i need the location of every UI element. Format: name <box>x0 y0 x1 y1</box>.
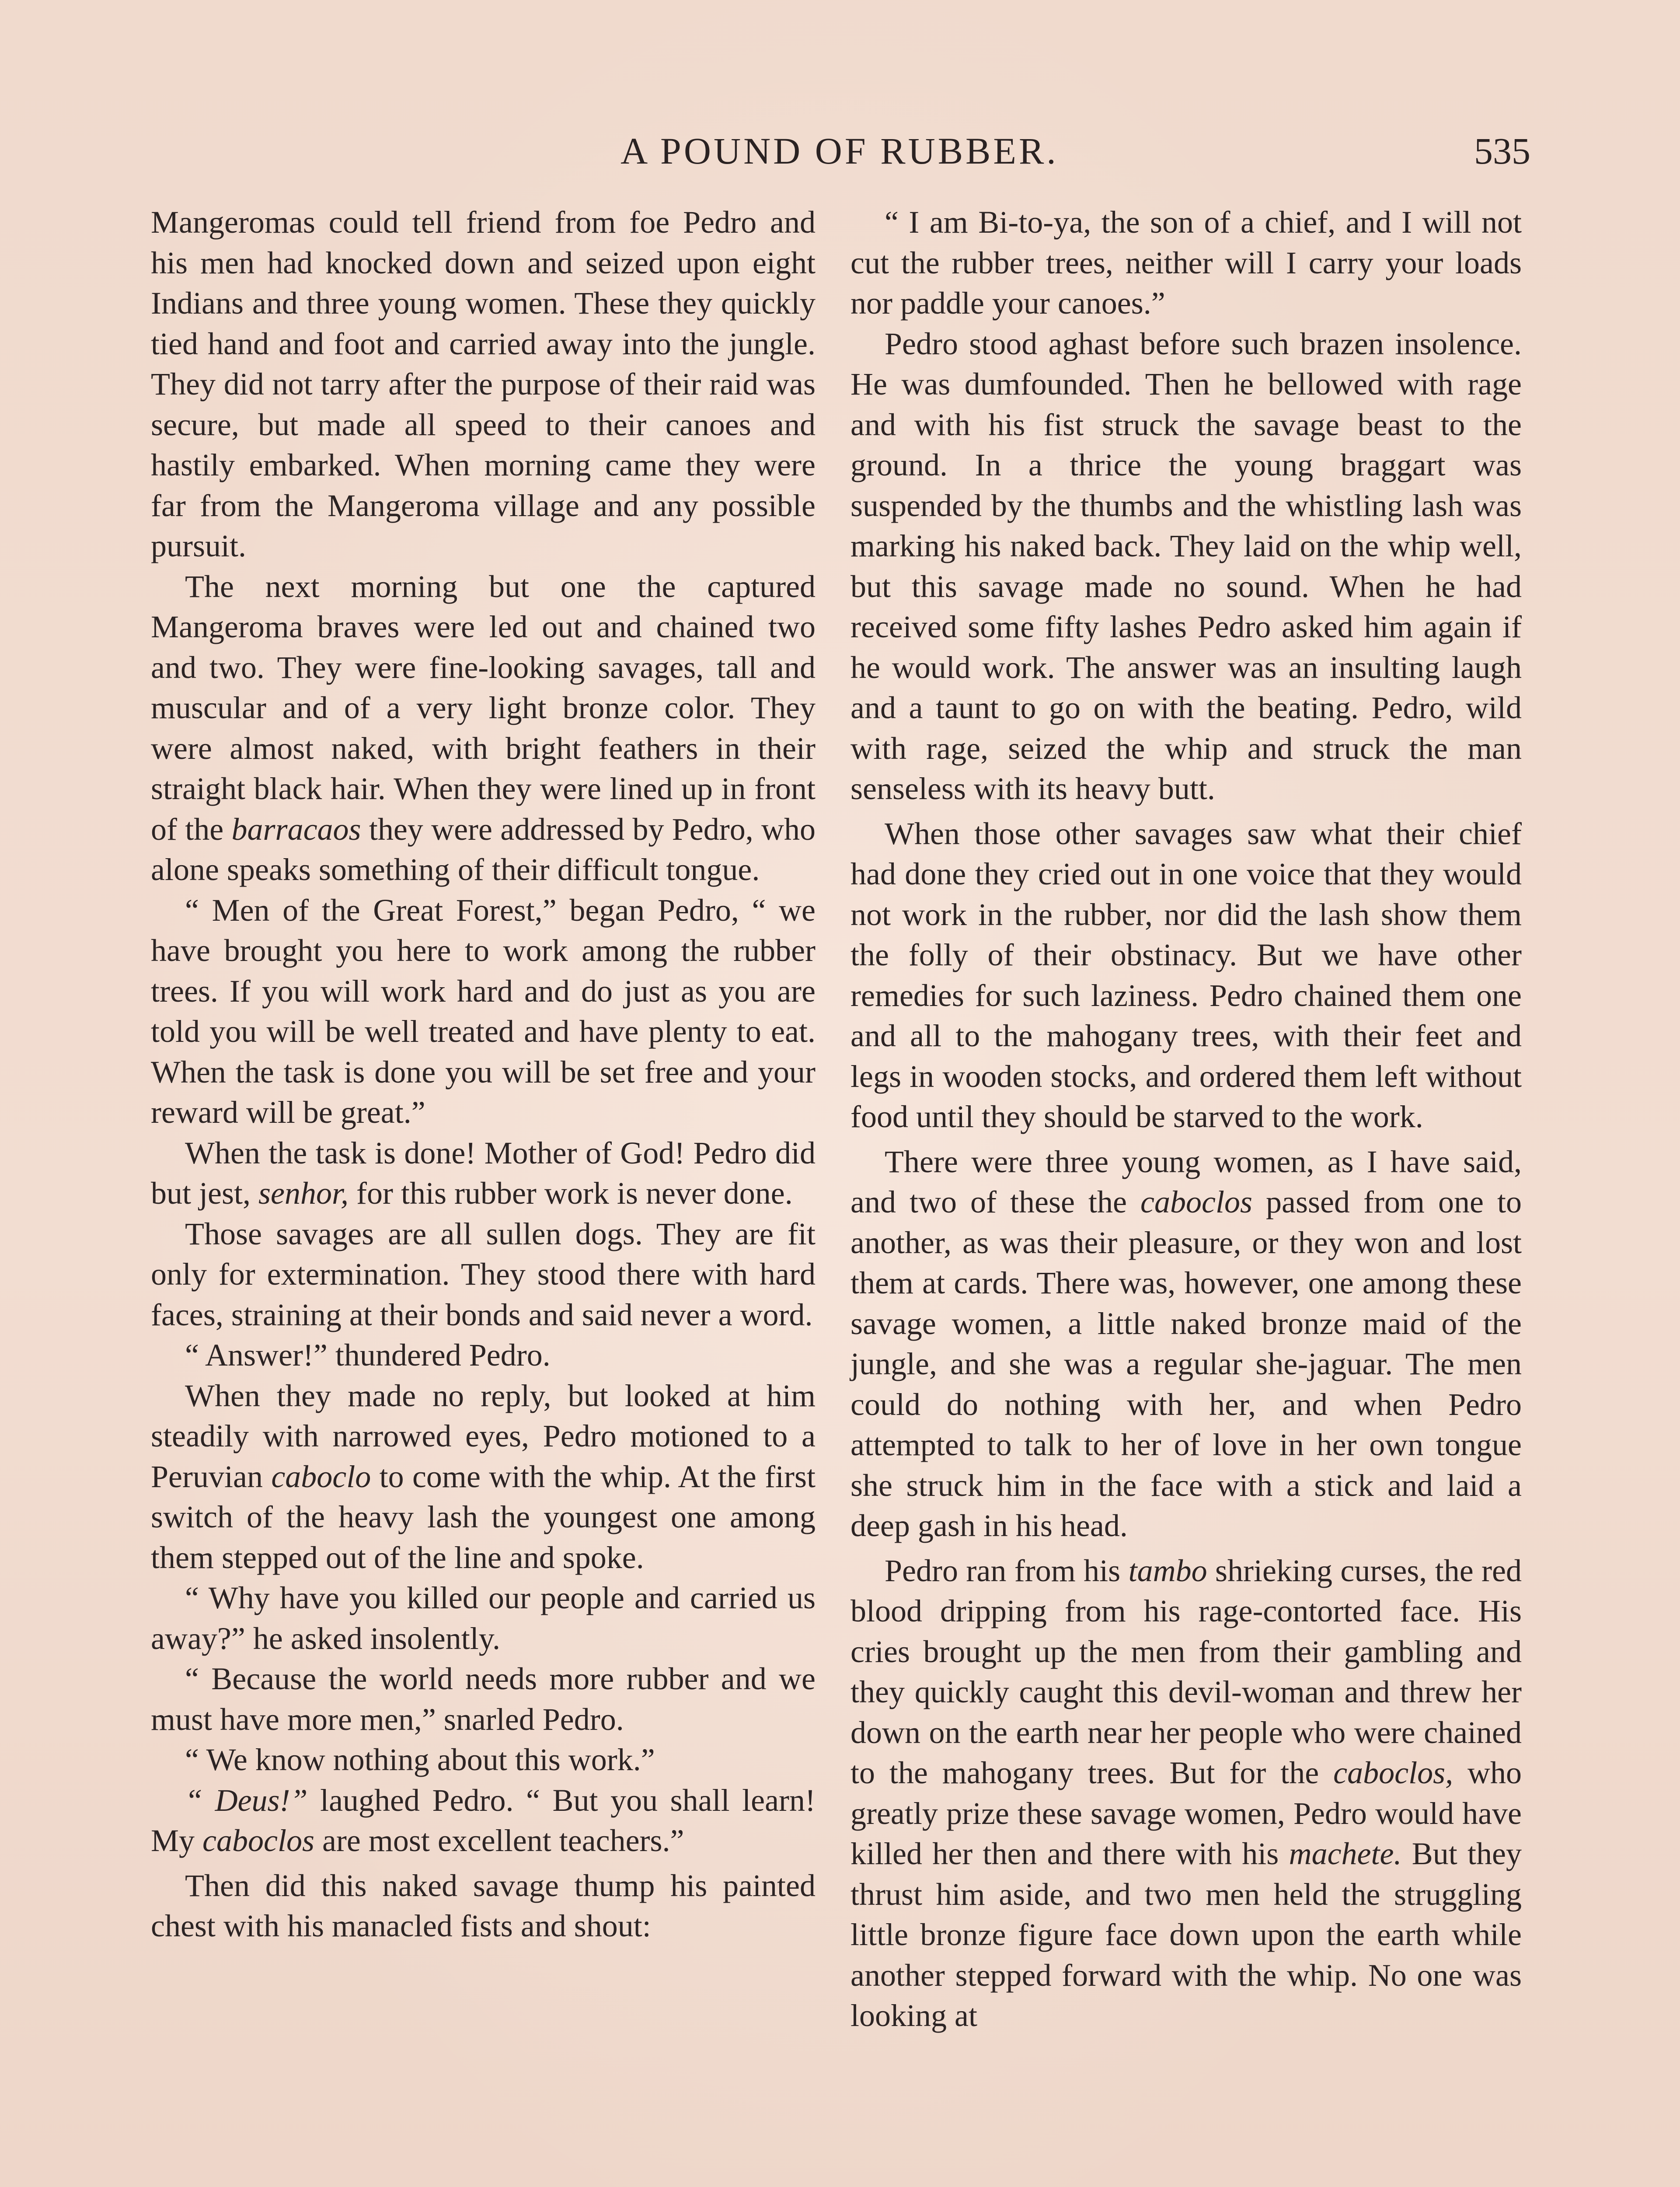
right-column <box>850 202 1522 2036</box>
paragraph: “ Why have you killed our people and carried us away?” he asked insolently. <box>151 1580 816 1656</box>
page-number: 535 <box>1474 130 1530 172</box>
running-title: A POUND OF RUBBER. <box>620 130 1059 172</box>
paragraph: “ Deus!” laughed Pedro. “ But you shall learn! My caboclos are most excellent teachers.” <box>151 1782 816 1858</box>
paragraph: Those savages are all sullen dogs. They are fit only for extermination. They stood there with hard faces, straining at their bonds and said never a word. <box>151 1216 816 1332</box>
paragraph: Pedro stood aghast before such brazen insolence. He was dumfounded. Then he bellowed with rage and with his fist struck the savage beast to the ground. In a thrice the young braggart was suspended by the thumbs and the whistling lash was marking his naked back. They laid on the whip well, but this savage made no sound. When he had received some fifty lashes Pedro asked him again if he would work. The answer was an insulting laugh and a taunt to go on with the beating. Pedro, wild with rage, seized the whip and struck the man senseless with its heavy butt. <box>850 326 1522 806</box>
paragraph: “ Men of the Great Forest,” began Pedro, “ we have brought you here to work among the rubber trees. If you will work hard and do just as you are told you will be well treated and have plenty to eat. When the task is done you will be set free and your reward will be great.” <box>151 892 816 1130</box>
paragraph: Pedro ran from his tambo shrieking curses, the red blood dripping from his rage-contorted face. His cries brought up the men from their gambling and they quickly caught this devil-woman and threw her down on the earth near her people who were chained to the mahogany trees. But for the caboclos, who greatly prize these savage women, Pedro would have killed her then and there with his machete. But they thrust him aside, and two men held the struggling little bronze figure face down upon the earth while another stepped forward with the whip. No one was looking at <box>850 1553 1522 2033</box>
paragraph: “ Answer!” thundered Pedro. <box>185 1338 551 1373</box>
left-column <box>151 202 816 1946</box>
paragraph: “ I am Bi-to-ya, the son of a chief, and I will not cut the rubber trees, neither will I carry your loads nor paddle your canoes.” <box>850 205 1522 321</box>
page-header <box>149 118 1530 184</box>
paragraph: There were three young women, as I have said, and two of these the caboclos passed from one to another, as was their pleasure, or they won and lost them at cards. There was, however, one among these savage women, a little naked bronze maid of the jungle, and she was a regular she-jaguar. The men could do nothing with her, and when Pedro attempted to talk to her of love in her own tongue she struck him in the face with a stick and laid a deep gash in his head. <box>850 1144 1522 1543</box>
paragraph: Mangeromas could tell friend from foe Pedro and his men had knocked down and seized upon eight Indians and three young women. These they quickly tied hand and foot and carried away into the jungle. They did not tarry after the purpose of their raid was secure, but made all speed to their canoes and hastily embarked. When morning came they were far from the Mangeroma village and any possible pursuit. <box>151 205 816 563</box>
paragraph: When those other savages saw what their chief had done they cried out in one voice that they would not work in the rubber, nor did the lash show them the folly of their obstinacy. But we have other remedies for such laziness. Pedro chained them one and all to the mahogany trees, with their feet and legs in wooden stocks, and ordered them left without food until they should be starved to the work. <box>850 816 1522 1134</box>
paragraph: When the task is done! Mother of God! Pedro did but jest, senhor, for this rubber work is never done. <box>151 1135 816 1211</box>
paragraph: “ Because the world needs more rubber and we must have more men,” snarled Pedro. <box>151 1661 816 1737</box>
paragraph: Then did this naked savage thump his painted chest with his manacled fists and shout: <box>151 1868 816 1943</box>
paragraph: “ We know nothing about this work.” <box>185 1742 655 1777</box>
paragraph: The next morning but one the captured Mangeroma braves were led out and chained two and two. They were fine-looking savages, tall and muscular and of a very light bronze color. They were almost naked, with bright feathers in their straight black hair. When they were lined up in front of the barracaos they were addressed by Pedro, who alone speaks something of their difficult tongue. <box>151 569 816 887</box>
paragraph: When they made no reply, but looked at him steadily with narrowed eyes, Pedro motioned to a Peruvian caboclo to come with the whip. At the first switch of the heavy lash the youngest one among them stepped out of the line and spoke. <box>151 1378 816 1575</box>
